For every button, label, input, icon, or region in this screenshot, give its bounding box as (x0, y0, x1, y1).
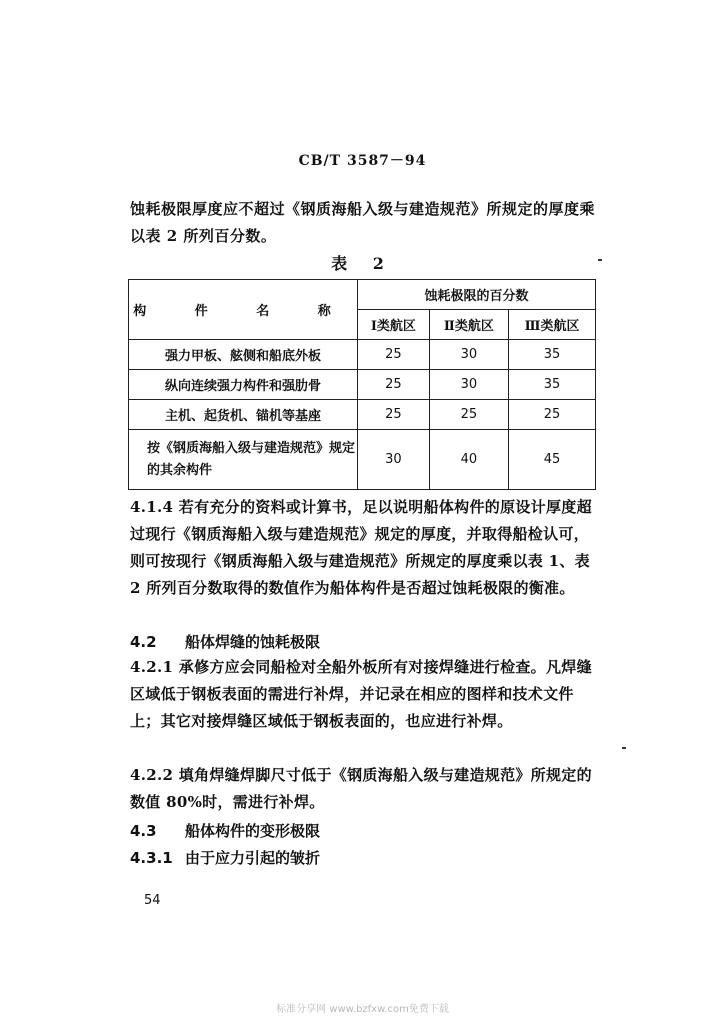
clause-4-2-1: 4.2.1 承修方应会同船检对全船外板所有对接焊缝进行检查。凡焊缝区域低于钢板表面的需进行补焊，并记录在相应的图样和技术文件上；其它对接焊缝区域低于钢板表面的，也应进行补焊。 (130, 658, 592, 730)
zone-header-1: Ⅰ类航区 (358, 310, 430, 340)
section-heading-4-3-1 (130, 847, 320, 868)
section-title: 由于应力引起的皱折 (185, 849, 321, 867)
value-cell: 30 (429, 370, 508, 400)
table-caption: 表 2 (331, 254, 394, 273)
component-name: 按《钢质海船入级与建造规范》规定的其余构件 (129, 430, 358, 490)
standard-code: CB/T 3587－94 (298, 153, 427, 169)
zone-header-3: Ⅲ类航区 (509, 310, 596, 340)
value-cell: 30 (429, 340, 508, 370)
value-cell: 25 (358, 340, 430, 370)
component-name: 主机、起货机、锚机等基座 (129, 400, 358, 430)
value-cell: 25 (429, 400, 508, 430)
intro-paragraph: 蚀耗极限厚度应不超过《钢质海船入级与建造规范》所规定的厚度乘以表 2 所列百分数。 (130, 200, 596, 245)
section-heading-4-3 (130, 820, 320, 841)
percentage-group-header: 蚀耗极限的百分数 (358, 280, 596, 310)
table-row (129, 430, 596, 490)
zone-header-2: Ⅱ类航区 (429, 310, 508, 340)
section-number: 4.3.1 (130, 849, 173, 867)
footer-watermark: 标准分享网 www.bzfxw.com免费下载 (276, 1004, 449, 1015)
value-cell: 25 (358, 400, 430, 430)
value-cell: 45 (509, 430, 596, 490)
value-cell: 30 (358, 430, 430, 490)
component-name-header: 构 件 名 称 (129, 280, 358, 340)
corrosion-limit-table (128, 279, 596, 490)
value-cell: 25 (509, 400, 596, 430)
value-cell: 35 (509, 370, 596, 400)
component-name: 纵向连续强力构件和强肋骨 (129, 370, 358, 400)
clause-4-1-4: 4.1.4 若有充分的资料或计算书，足以说明船体构件的原设计厚度超过现行《钢质海船入级与建造规范》规定的厚度，并取得船检认可，则可按现行《钢质海船入级与建造规范》所规定的厚度乘以表 1、表 2 所列百分数取得的数值作为船体构件是否超过蚀耗极限的衡准。 (130, 498, 592, 597)
section-title: 船体构件的变形极限 (185, 822, 321, 840)
table-row (129, 400, 596, 430)
clause-4-2-2: 4.2.2 填角焊缝焊脚尺寸低于《钢质海船入级与建造规范》所规定的数值 80%时，需进行补焊。 (130, 766, 592, 811)
table-row (129, 340, 596, 370)
table-row (129, 370, 596, 400)
section-heading-4-2 (130, 631, 320, 652)
section-number: 4.2 (130, 633, 157, 651)
value-cell: 40 (429, 430, 508, 490)
scan-speck (598, 259, 602, 261)
page-number: 54 (144, 893, 161, 908)
component-name: 强力甲板、舷侧和船底外板 (129, 340, 358, 370)
value-cell: 25 (358, 370, 430, 400)
value-cell: 35 (509, 340, 596, 370)
section-title: 船体焊缝的蚀耗极限 (185, 633, 321, 651)
scan-speck (622, 747, 626, 749)
section-number: 4.3 (130, 822, 157, 840)
